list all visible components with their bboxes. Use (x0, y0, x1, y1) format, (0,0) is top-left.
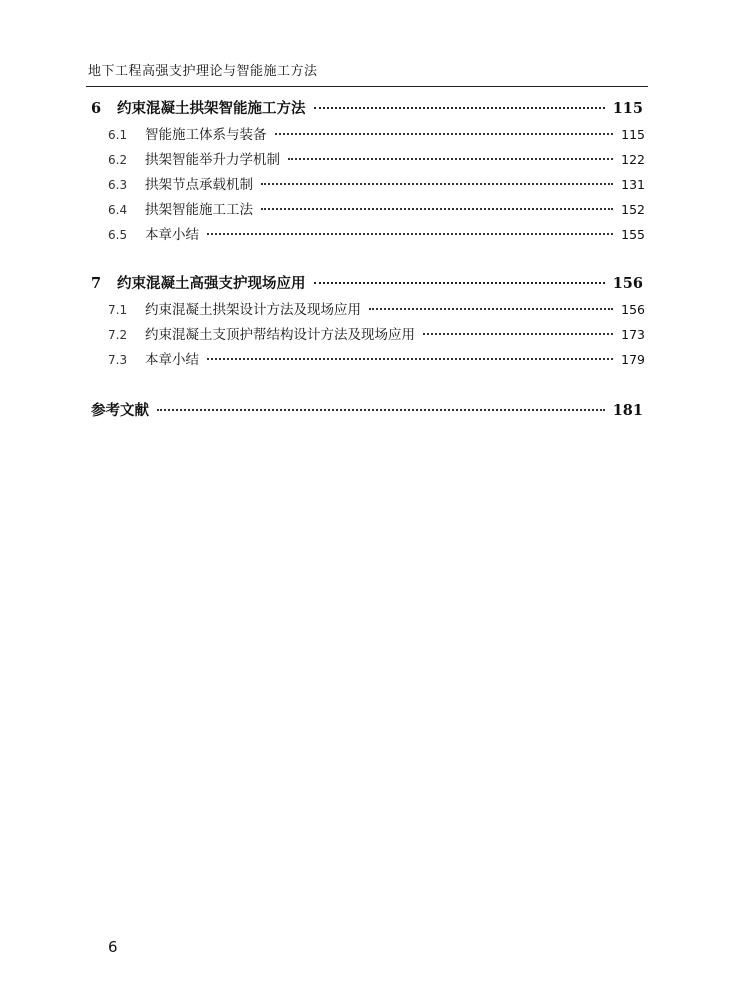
section-number: 7.3 (108, 353, 128, 367)
dot-leader (423, 333, 613, 335)
section-title: 约束混凝土拱架设计方法及现场应用 (145, 302, 361, 318)
toc-references[interactable] (91, 399, 643, 420)
dot-leader (261, 208, 613, 210)
section-number: 7.2 (108, 328, 128, 342)
toc-section-7-1[interactable] (108, 298, 645, 318)
dot-leader (314, 282, 605, 284)
section-page: 152 (621, 202, 645, 217)
dot-leader (314, 107, 605, 109)
references-title: 参考文献 (91, 402, 149, 419)
section-page: 179 (621, 352, 645, 367)
section-page: 131 (621, 177, 645, 192)
running-header: 地下工程高强支护理论与智能施工方法 (88, 64, 318, 79)
section-number: 6.3 (108, 178, 128, 192)
section-title: 智能施工体系与装备 (145, 127, 267, 143)
dot-leader (157, 409, 605, 411)
section-page: 122 (621, 152, 645, 167)
section-page: 155 (621, 227, 645, 242)
chapter-page: 115 (612, 100, 643, 117)
section-number: 6.5 (108, 228, 128, 242)
toc-chapter-7[interactable] (91, 272, 643, 293)
dot-leader (207, 358, 613, 360)
section-number: 6.2 (108, 153, 128, 167)
references-page: 181 (612, 402, 643, 419)
toc-chapter-6[interactable] (91, 97, 643, 118)
section-number: 6.4 (108, 203, 128, 217)
dot-leader (207, 233, 613, 235)
section-title: 拱架智能举升力学机制 (145, 152, 280, 168)
section-page: 115 (621, 127, 645, 142)
dot-leader (288, 158, 613, 160)
toc-section-6-4[interactable] (108, 198, 645, 218)
header-rule (86, 86, 648, 87)
section-title: 拱架智能施工工法 (145, 202, 253, 218)
section-title: 本章小结 (145, 227, 199, 243)
chapter-title: 约束混凝土高强支护现场应用 (117, 275, 306, 292)
section-number: 6.1 (108, 128, 128, 142)
chapter-title: 约束混凝土拱架智能施工方法 (117, 100, 306, 117)
chapter-number: 7 (91, 275, 102, 292)
section-title: 约束混凝土支顶护帮结构设计方法及现场应用 (145, 327, 415, 343)
section-page: 173 (621, 327, 645, 342)
toc-section-6-5[interactable] (108, 223, 645, 243)
section-number: 7.1 (108, 303, 128, 317)
chapter-number: 6 (91, 100, 102, 117)
dot-leader (261, 183, 613, 185)
toc-section-7-2[interactable] (108, 323, 645, 343)
section-title: 拱架节点承载机制 (145, 177, 253, 193)
section-page: 156 (621, 302, 645, 317)
page-number: 6 (108, 938, 118, 956)
chapter-page: 156 (612, 275, 643, 292)
toc-section-6-3[interactable] (108, 173, 645, 193)
dot-leader (369, 308, 613, 310)
toc-section-7-3[interactable] (108, 348, 645, 368)
dot-leader (275, 133, 614, 135)
toc-section-6-2[interactable] (108, 148, 645, 168)
section-title: 本章小结 (145, 352, 199, 368)
toc-section-6-1[interactable] (108, 123, 645, 143)
